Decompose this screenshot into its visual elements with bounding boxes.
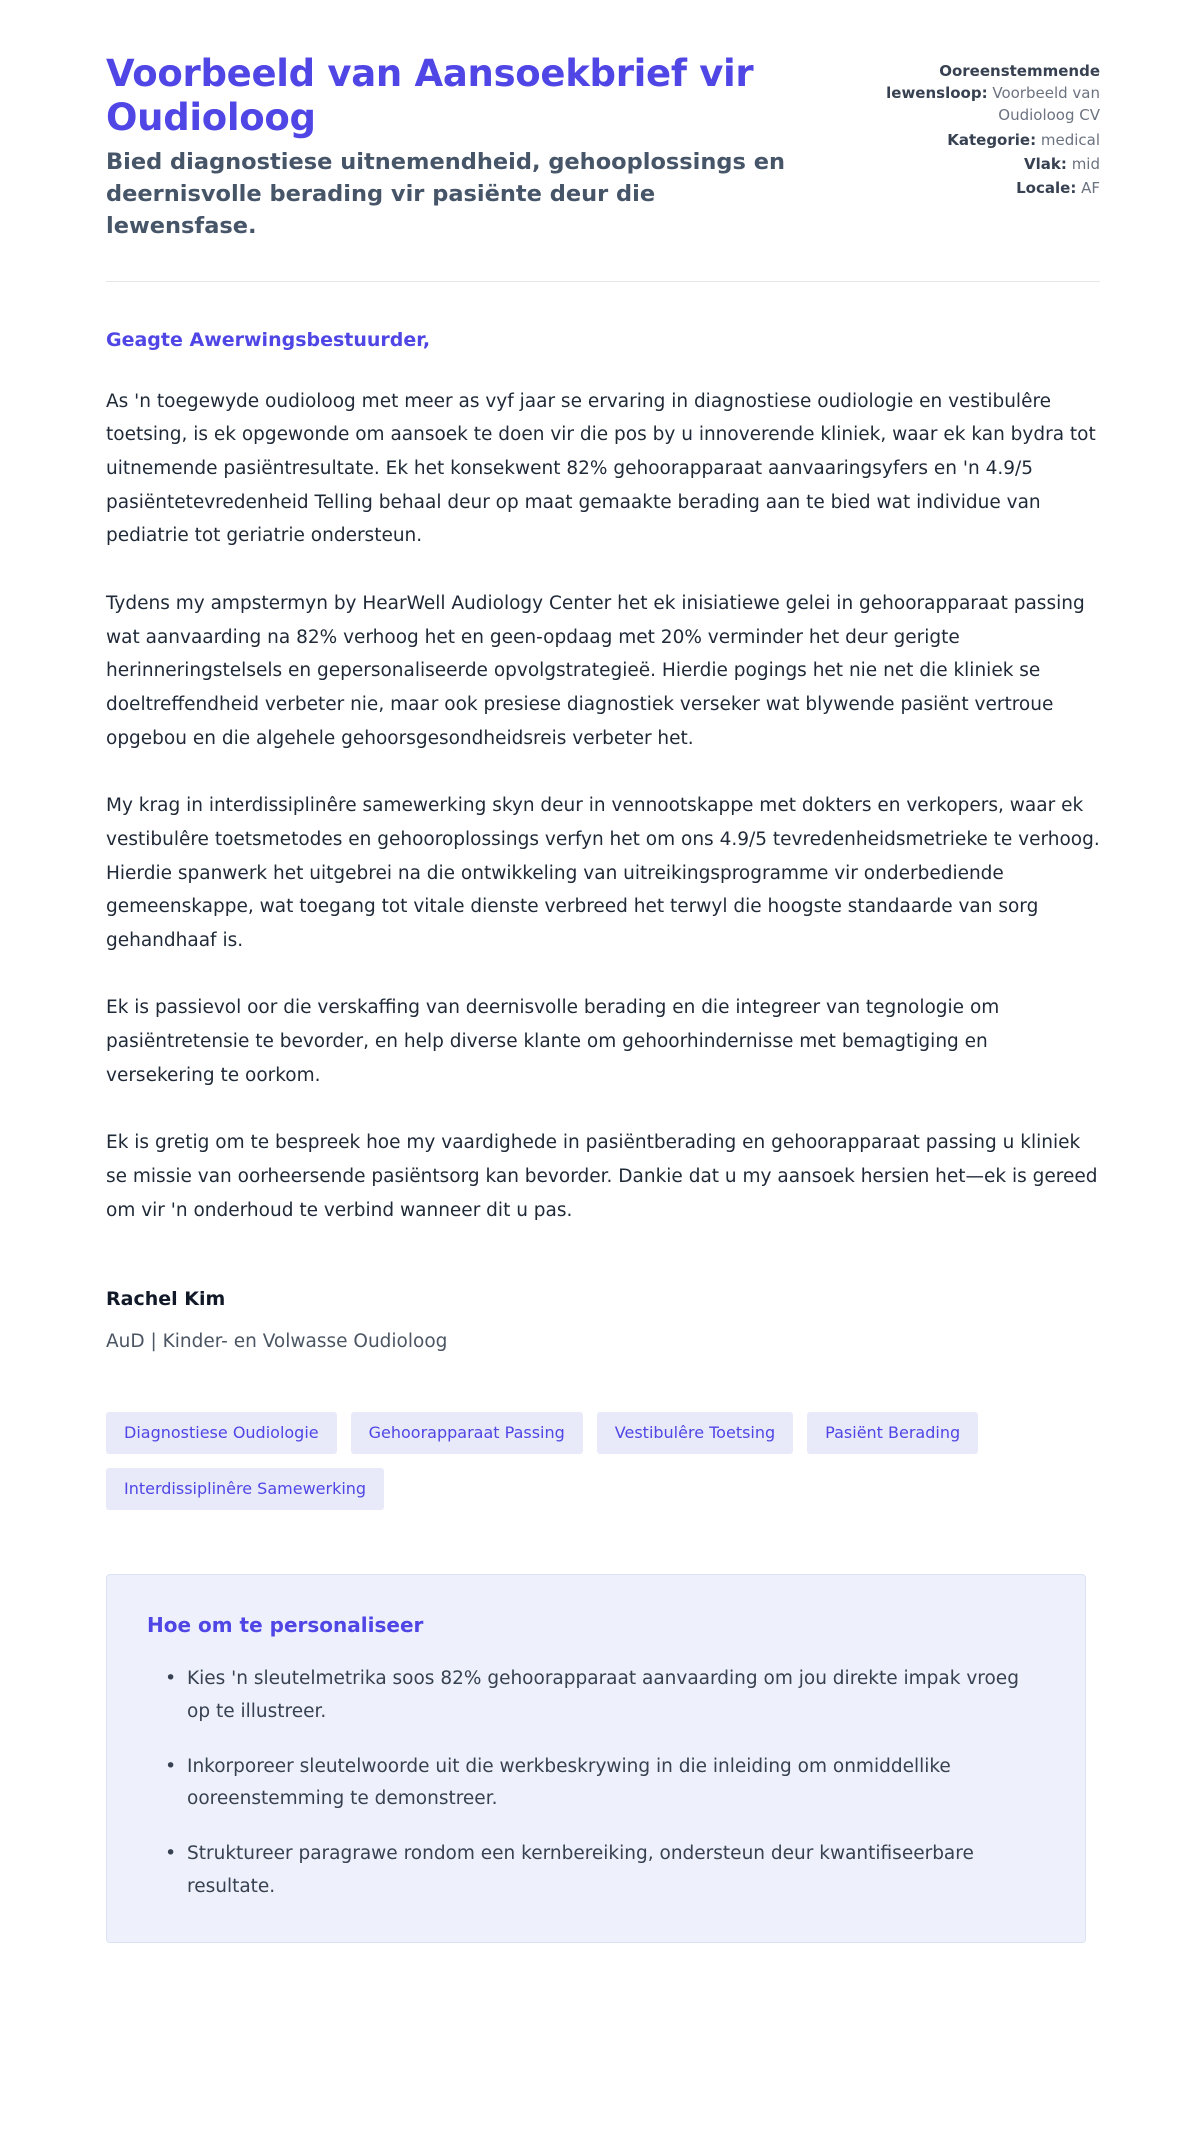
tag-chip[interactable]: Vestibulêre Toetsing [597, 1412, 793, 1454]
signature-name: Rachel Kim [106, 1288, 226, 1311]
metadata-label: Ooreenstemmende lewensloop: [886, 62, 1100, 103]
metadata-row-level [848, 153, 1100, 175]
letter-paragraph: My krag in interdissiplinêre samewerking skyn deur in vennootskappe met dokters en verkopers, waar ek vestibulêre toetsmetodes en gehooroplossings verfyn het om ons 4.9/5 tevredenheidsmetrieke te verhoog. Hierdie spanwerk het uitgebrei na die ontwikkeling van uitreikingsprogramme vir onderbediende gemeenskappe, wat toegang tot vitale dienste verbreed het terwyl die hoogste standaarde van sorg gehandhaaf is. [106, 795, 1100, 951]
tag-chip[interactable]: Gehoorapparaat Passing [351, 1412, 583, 1454]
letter-paragraph: Ek is gretig om te bespreek hoe my vaardighede in pasiëntberading en gehoorapparaat passing u kliniek se missie van oorheersende pasiëntsorg kan bevorder. Dankie dat u my aansoek hersien het—ek is gereed om vir 'n onderhoud te verbind wanneer dit u pas. [106, 1132, 1098, 1221]
document-metadata [848, 52, 1100, 201]
metadata-row-locale [848, 177, 1100, 199]
tips-list-item: • Inkorporeer sleutelwoorde uit die werkbeskrywing in die inleiding om onmiddellike ooreenstemming te demonstreer. [171, 1751, 1045, 1817]
tag-chip[interactable]: Pasiënt Berading [807, 1412, 978, 1454]
tips-list-item: • Struktureer paragrawe rondom een kernbereiking, ondersteun deur kwantifiseerbare resultate. [171, 1838, 1045, 1904]
signature-role: AuD | Kinder- en Volwasse Oudioloog [106, 1330, 448, 1352]
tips-list [147, 1663, 1045, 1905]
header-title-block [106, 52, 806, 243]
letter-paragraph: Tydens my ampstermyn by HearWell Audiology Center het ek inisiatiewe gelei in gehoorapparaat passing wat aanvaarding na 82% verhoog het en geen-opdaag met 20% verminder het deur gerigte herinneringstelsels en gepersonaliseerde opvolgstrategieë. Hierdie pogings het nie net die kliniek se doeltreffendheid verbeter nie, maar ook presiese diagnostiek verseker wat blywende pasiënt vertroue opgebou en die algehele gehoorsgesondheidsreis verbeter het. [106, 592, 1085, 749]
page-subtitle: Bied diagnostiese uitnemendheid, gehooplossings en deernisvolle berading vir pasiënte deur die lewensfase. [106, 149, 786, 240]
tag-chip[interactable]: Diagnostiese Oudiologie [106, 1412, 337, 1454]
metadata-label: Kategorie: [947, 130, 1037, 149]
letter-salutation: Geagte Awerwingsbestuurder, [106, 329, 431, 352]
metadata-value: AF [1081, 178, 1100, 197]
document-header [106, 52, 1100, 243]
tips-list-item: • Kies 'n sleutelmetrika soos 82% gehoorapparaat aanvaarding om jou direkte impak vroeg op te illustreer. [171, 1663, 1045, 1729]
page-title: Voorbeeld van Aansoekbrief vir Oudioloog [106, 52, 754, 139]
letter-paragraph: Ek is passievol oor die verskaffing van deernisvolle berading en die integreer van tegnologie om pasiëntretensie te bevorder, en help diverse klante om gehoorhindernisse met bemagtiging en versekering te oorkom. [106, 997, 1000, 1086]
metadata-label: Vlak: [1024, 154, 1067, 173]
metadata-row-matching-resume [848, 60, 1100, 127]
tag-list [106, 1412, 1036, 1510]
personalization-tips-panel [106, 1574, 1086, 1944]
metadata-value: mid [1071, 154, 1100, 173]
letter-signature [106, 1285, 1100, 1355]
tips-title: Hoe om te personaliseer [147, 1612, 424, 1637]
letter-paragraph: As 'n toegewyde oudioloog met meer as vyf jaar se ervaring in diagnostiese oudiologie en vestibulêre toetsing, is ek opgewonde om aansoek te doen vir die pos by u innoverende kliniek, waar ek kan bydra tot uitnemende pasiëntresultate. Ek het konsekwent 82% gehoorapparaat aanvaaringsyfers en 'n 4.9/5 pasiëntetevredenheid Telling behaal deur op maat gemaakte berading aan te bied wat individue van pediatrie tot geriatrie ondersteun. [106, 390, 1096, 547]
metadata-label: Locale: [1016, 178, 1077, 197]
tag-chip[interactable]: Interdissiplinêre Samewerking [106, 1468, 384, 1510]
metadata-value: Voorbeeld van Oudioloog CV [992, 84, 1100, 125]
cover-letter-body [106, 282, 1100, 1356]
metadata-value: medical [1040, 130, 1100, 149]
metadata-row-category [848, 129, 1100, 151]
